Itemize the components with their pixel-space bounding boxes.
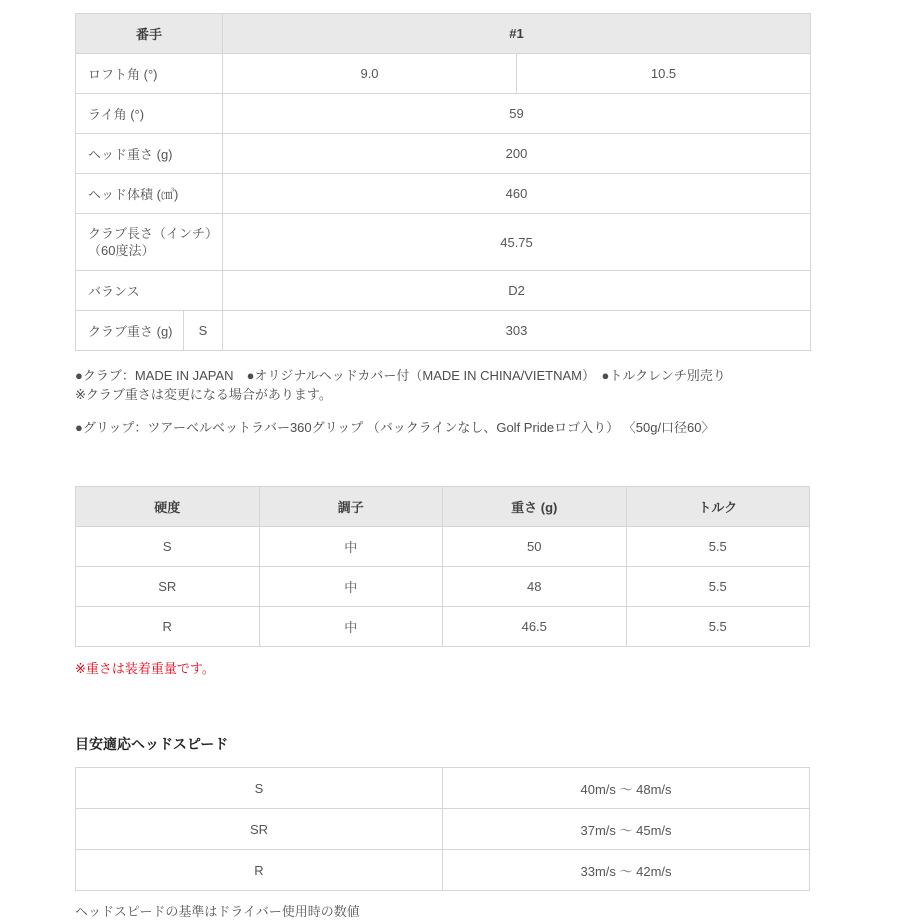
club-weight-caution-note: ※クラブ重さは変更になる場合があります。 (75, 387, 332, 402)
head-speed-s-flex: S (76, 768, 443, 809)
shaft-header-torque: トルク (626, 487, 810, 527)
spec-row-balance (76, 271, 811, 311)
shaft-spec-table (75, 486, 810, 647)
head-speed-sr-range: 37m/s ～ 45m/s (443, 809, 810, 850)
club-weight-flex: S (184, 311, 223, 351)
club-weight-label: クラブ重さ (g) (76, 311, 184, 351)
balance-label: バランス (76, 271, 223, 311)
shaft-row-s (76, 527, 810, 567)
head-weight-label: ヘッド重さ (g) (76, 134, 223, 174)
shaft-sr-weight: 48 (443, 567, 627, 607)
shaft-sr-kickpoint: 中 (259, 567, 443, 607)
head-speed-sr-flex: SR (76, 809, 443, 850)
spec-header-number-value: #1 (223, 14, 811, 54)
head-weight-value: 200 (223, 134, 811, 174)
club-length-value: 45.75 (223, 214, 811, 271)
club-origin-note: ●クラブ：MADE IN JAPAN ●オリジナルヘッドカバー付（MADE IN CHINA/VIETNAM） ●トルクレンチ別売り (75, 368, 726, 383)
shaft-r-kickpoint: 中 (259, 607, 443, 647)
shaft-sr-torque: 5.5 (626, 567, 810, 607)
club-notes (75, 366, 810, 404)
club-length-label-line2: （60度法） (88, 243, 155, 258)
lie-label: ライ角 (°) (76, 94, 223, 134)
head-volume-value: 460 (223, 174, 811, 214)
balance-value: D2 (223, 271, 811, 311)
head-speed-r-flex: R (76, 850, 443, 891)
head-speed-row-sr (76, 809, 810, 850)
shaft-row-r (76, 607, 810, 647)
spec-row-loft (76, 54, 811, 94)
loft-value-low: 9.0 (223, 54, 517, 94)
shaft-s-torque: 5.5 (626, 527, 810, 567)
head-speed-heading: 目安適応ヘッドスピード (75, 736, 229, 752)
head-speed-table (75, 767, 810, 891)
shaft-r-hardness: R (76, 607, 260, 647)
head-speed-r-range: 33m/s ～ 42m/s (443, 850, 810, 891)
shaft-row-sr (76, 567, 810, 607)
mounted-weight-note: ※重さは装着重量です。 (75, 661, 215, 676)
shaft-sr-hardness: SR (76, 567, 260, 607)
shaft-header-kickpoint: 調子 (259, 487, 443, 527)
lie-value: 59 (223, 94, 811, 134)
head-speed-footer-note: ヘッドスピードの基準はドライバー使用時の数値 (75, 904, 360, 919)
spec-row-head-weight (76, 134, 811, 174)
shaft-header-row (76, 487, 810, 527)
club-spec-table (75, 13, 811, 351)
spec-row-club-length (76, 214, 811, 271)
head-speed-row-r (76, 850, 810, 891)
spec-row-lie (76, 94, 811, 134)
shaft-header-weight: 重さ (g) (443, 487, 627, 527)
loft-label: ロフト角 (°) (76, 54, 223, 94)
club-weight-value: 303 (223, 311, 811, 351)
shaft-s-hardness: S (76, 527, 260, 567)
shaft-r-weight: 46.5 (443, 607, 627, 647)
spec-header-row (76, 14, 811, 54)
spec-row-head-volume (76, 174, 811, 214)
grip-note: ●グリップ：ツアーベルベットラバー360グリップ （バックラインなし、Golf Prideロゴ入り） 〈50g/口径60〉 (75, 420, 715, 435)
loft-value-high: 10.5 (517, 54, 811, 94)
club-length-label-line1: クラブ長さ（インチ） (88, 226, 219, 241)
shaft-header-hardness: 硬度 (76, 487, 260, 527)
spec-header-number-label: 番手 (76, 14, 223, 54)
club-length-label (76, 214, 223, 271)
shaft-s-weight: 50 (443, 527, 627, 567)
head-speed-s-range: 40m/s ～ 48m/s (443, 768, 810, 809)
shaft-s-kickpoint: 中 (259, 527, 443, 567)
head-volume-label: ヘッド体積 (㎤) (76, 174, 223, 214)
shaft-r-torque: 5.5 (626, 607, 810, 647)
head-speed-row-s (76, 768, 810, 809)
spec-row-club-weight (76, 311, 811, 351)
